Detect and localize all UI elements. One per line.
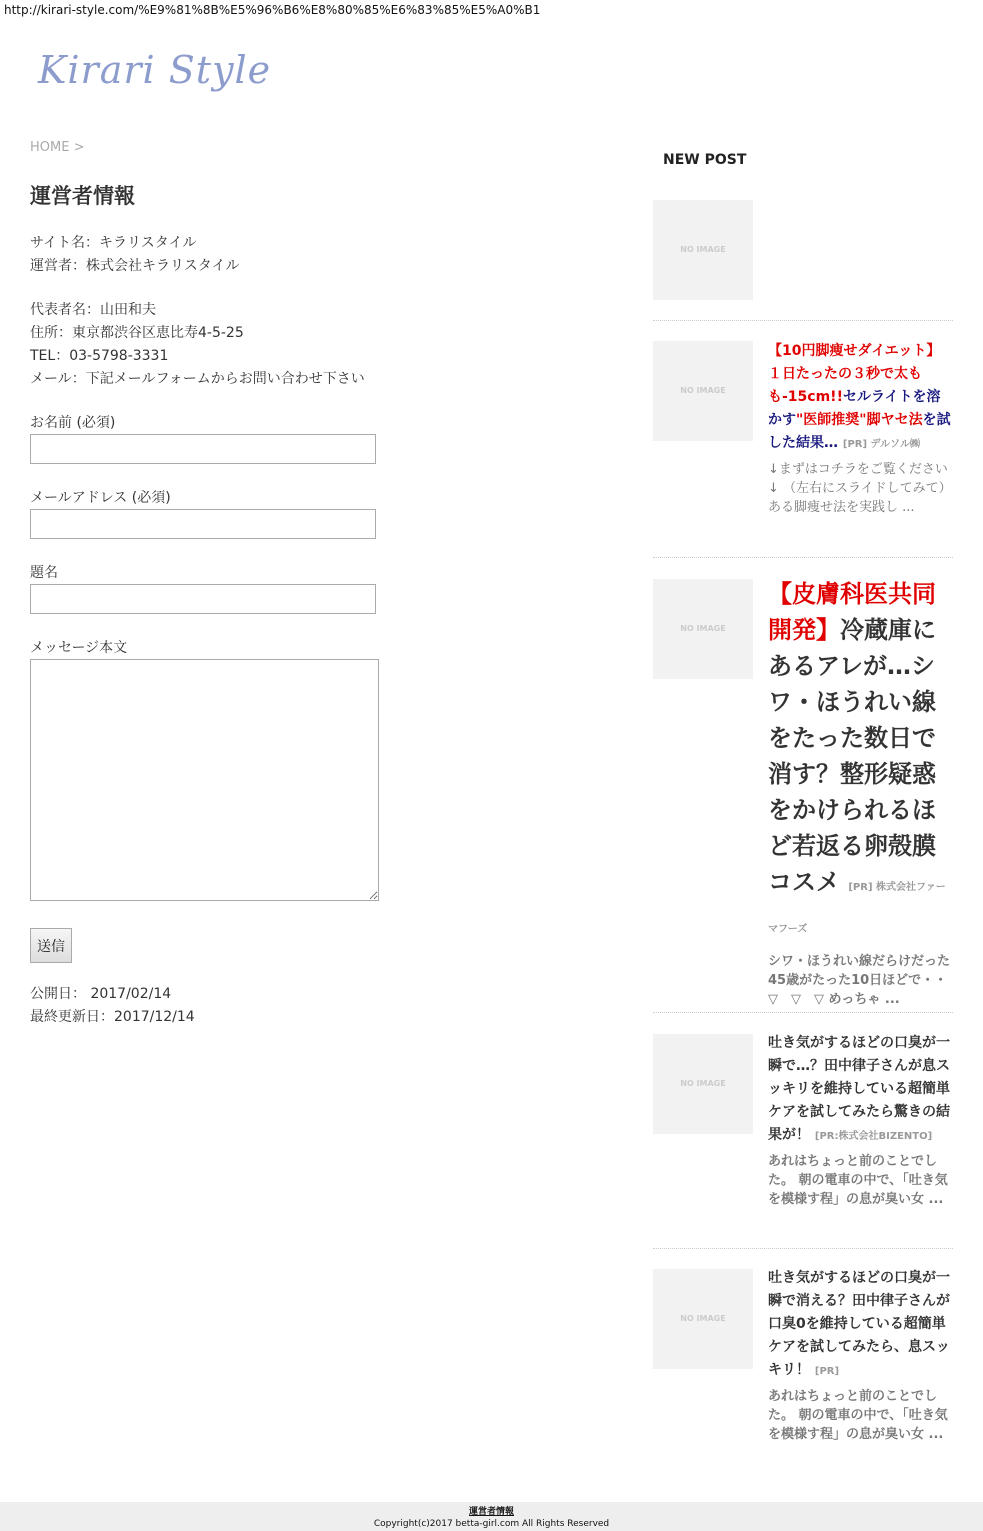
post-title-part: を試した結果… (768, 412, 951, 451)
site-logo[interactable]: Kirari Style (38, 48, 272, 92)
post-excerpt: あれはちょっと前のことでした。 朝の電車の中で、「吐き気を模様す程」の息が臭い女 ... (768, 1389, 948, 1442)
post-divider (653, 557, 953, 558)
email-field[interactable] (30, 509, 376, 539)
post-thumbnail[interactable]: NO IMAGE (653, 579, 753, 679)
post-divider (653, 1012, 953, 1013)
page-dates (30, 983, 195, 1029)
new-post-heading: NEW POST (663, 152, 747, 168)
page-url: http://kirari-style.com/%E9%81%8B%E5%96%B6%E8%80%85%E6%83%85%E5%A0%B1 (4, 3, 541, 17)
post-pr-label: [PR:株式会社BIZENTO] (814, 1131, 933, 1142)
post-title-part: 冷蔵庫にあるアレが…シワ・ほうれい線をたった数日で消す？整形疑惑をかけられるほど若返る卵殻膜コスメ (768, 616, 936, 896)
post-pr-label: [PR] デルソル㈱ (842, 439, 921, 450)
submit-button[interactable]: 送信 (30, 928, 72, 963)
post-title-part: セルライトを溶かす (768, 389, 941, 428)
post-divider (653, 1248, 953, 1249)
post-divider (653, 320, 953, 321)
post-title[interactable] (768, 1267, 954, 1383)
subject-field[interactable] (30, 584, 376, 614)
footer-operator-link[interactable]: 運営者情報 (468, 1507, 514, 1517)
post-pr-label: [PR] 株式会社ファーマフーズ (768, 882, 946, 935)
representative-line: 代表者名：山田和夫 (30, 302, 156, 318)
operator-line: 運営者：株式会社キラリスタイル (30, 258, 240, 274)
post-item[interactable] (768, 1032, 954, 1209)
message-textarea[interactable] (30, 659, 379, 901)
breadcrumb (30, 140, 85, 155)
tel-line: TEL：03-5798-3331 (30, 348, 169, 364)
post-excerpt: ↓まずはコチラをご覧ください↓ （左右にスライドしてみて） ある脚痩せ法を実践し ... (768, 462, 952, 515)
post-title-part: 脚ヤセ法 (866, 412, 923, 428)
post-title-part: "医師推奨" (796, 412, 867, 428)
email-label: メールアドレス (必須) (30, 490, 171, 506)
post-thumbnail[interactable]: NO IMAGE (653, 200, 753, 300)
published-date: 公開日： 2017/02/14 (30, 986, 172, 1002)
post-item[interactable] (768, 1267, 954, 1444)
post-pr-label: [PR] (814, 1366, 840, 1377)
contact-info (30, 299, 365, 391)
updated-date: 最終更新日：2017/12/14 (30, 1009, 195, 1025)
subject-label: 題名 (30, 565, 58, 581)
mail-line: メール：下記メールフォームからお問い合わせ下さい (30, 371, 365, 387)
post-item[interactable] (768, 340, 954, 517)
footer (0, 1502, 983, 1531)
post-item[interactable] (768, 576, 954, 1009)
page-title: 運営者情報 (30, 184, 135, 208)
site-name-line: サイト名：キラリスタイル (30, 235, 197, 251)
post-excerpt: シワ・ほうれい線だらけだった45歳がたった10日ほどで・・ ▽ ▽ ▽ めっちゃ ... (768, 954, 951, 1007)
post-thumbnail[interactable]: NO IMAGE (653, 1034, 753, 1134)
message-label: メッセージ本文 (30, 640, 128, 656)
name-label: お名前 (必須) (30, 415, 116, 431)
copyright-text: Copyright(c)2017 betta-girl.com All Rights Reserved (373, 1519, 610, 1529)
post-excerpt: あれはちょっと前のことでした。 朝の電車の中で、「吐き気を模様す程」の息が臭い女 ... (768, 1154, 948, 1207)
address-line: 住所：東京都渋谷区恵比寿4-5-25 (30, 325, 244, 341)
site-info (30, 232, 239, 278)
post-title-highlight: 【10円脚痩せダイエット】１日たったの３秒で太もも-15cm!! (768, 343, 941, 405)
post-title[interactable] (768, 1032, 954, 1148)
breadcrumb-separator: > (73, 140, 85, 155)
post-title-highlight: 【皮膚科医共同開発】 (768, 580, 936, 644)
post-title[interactable] (768, 340, 954, 456)
name-field[interactable] (30, 434, 376, 464)
post-thumbnail[interactable]: NO IMAGE (653, 341, 753, 441)
post-title[interactable] (768, 576, 954, 948)
post-thumbnail[interactable]: NO IMAGE (653, 1269, 753, 1369)
breadcrumb-home-link[interactable]: HOME (30, 140, 70, 155)
post-title-text: 吐き気がするほどの口臭が一瞬で…？田中律子さんが息スッキリを維持している超簡単ケアを試してみたら驚きの結果が！ (768, 1035, 950, 1143)
post-title-text: 吐き気がするほどの口臭が一瞬で消える？田中律子さんが口臭0を維持している超簡単ケアを試してみたら、息スッキリ！ (768, 1270, 950, 1378)
